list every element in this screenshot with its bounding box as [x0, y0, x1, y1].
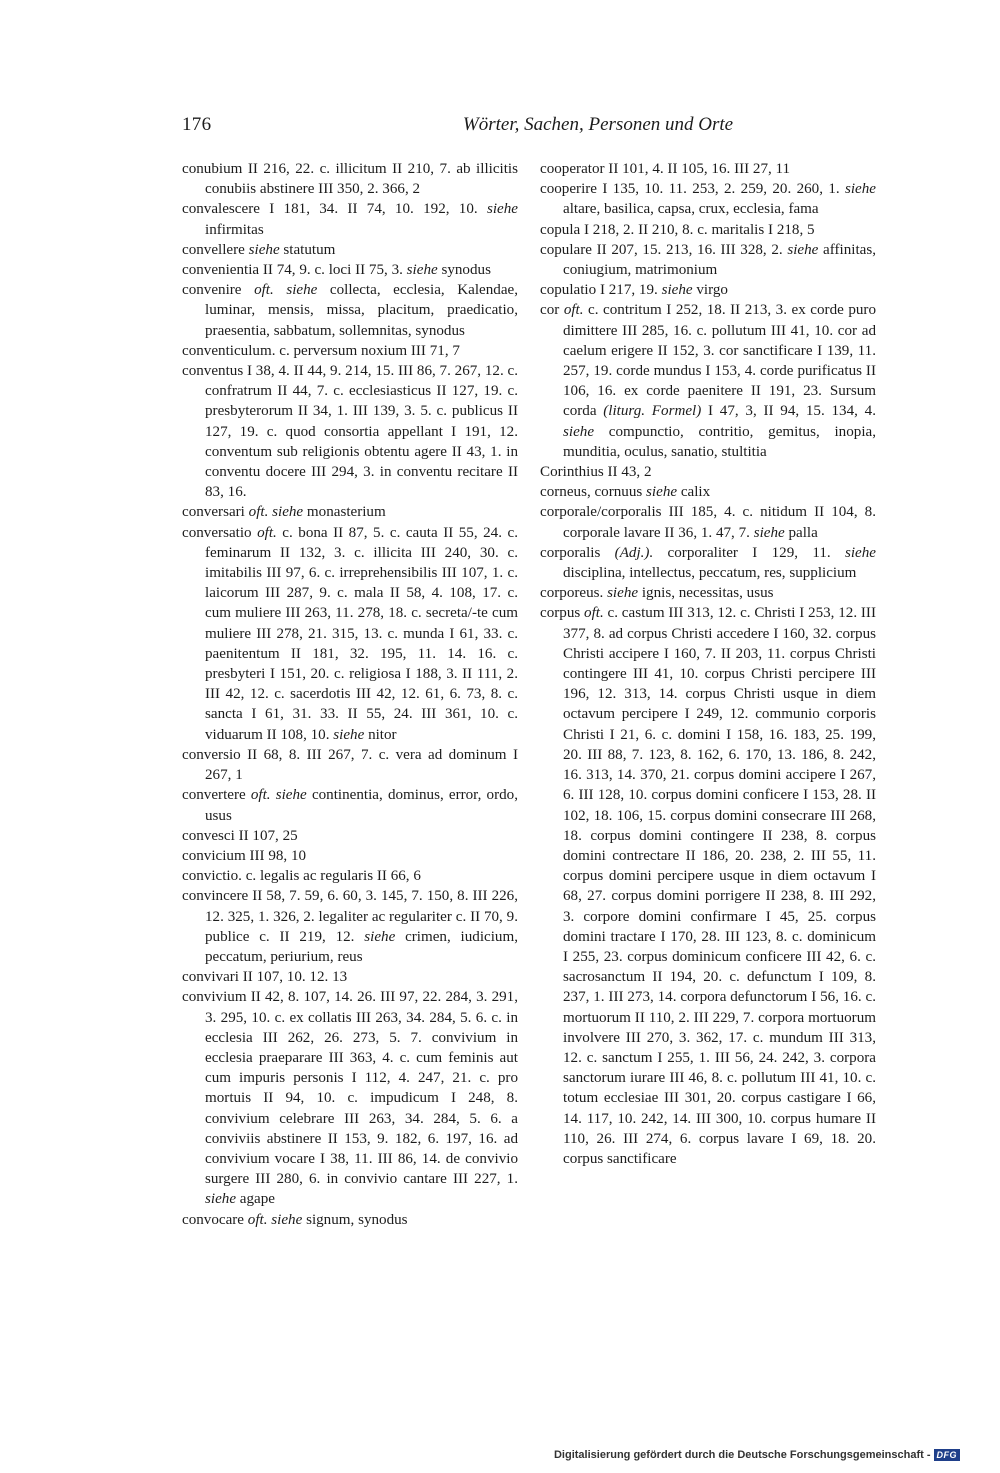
index-entry — [540, 583, 876, 603]
text-segment: copula I 218, 2. II 210, 8. c. maritalis I 218, 5 — [540, 221, 815, 238]
text-segment: synodus — [437, 262, 491, 279]
text-segment: corporalis — [540, 544, 615, 561]
index-entry — [540, 603, 876, 1169]
italic-segment: oft. siehe — [250, 787, 307, 804]
index-entry — [182, 361, 518, 502]
text-segment: virgo — [692, 282, 728, 299]
index-entry — [182, 886, 518, 967]
italic-segment: siehe — [661, 282, 693, 299]
text-segment: conversari — [182, 504, 249, 521]
italic-segment: siehe — [333, 726, 365, 743]
italic-segment: siehe — [486, 201, 518, 218]
italic-segment: (liturg. Formel) — [603, 403, 702, 420]
index-entry — [182, 987, 518, 1209]
index-entry — [540, 300, 876, 462]
italic-segment: siehe — [646, 484, 678, 501]
text-segment: compunctio, contritio, gemitus, inopia, munditia, oculus, sanatio, stultitia — [563, 423, 876, 460]
text-segment: convalescere I 181, 34. II 74, 10. 192, 10. — [182, 201, 487, 218]
italic-segment: siehe — [844, 181, 876, 198]
text-segment: conventus I 38, 4. II 44, 9. 214, 15. III 86, 7. 267, 12. c. confratrum II 44, 7. c. ecclesiasticus II 127, 19. c. presbyterorum II 34, 1. III 139, 3. 5. c. publicus II 127, 19. c. quod consortia appellant I 191, 12. conventum sub religionis obtentu agere II 43, 1. in conventu docere III 294, 3. in conventu recitare II 83, 16. — [182, 363, 518, 501]
index-column-right — [540, 159, 876, 1169]
text-segment: convenientia II 74, 9. c. loci II 75, 3. — [182, 262, 407, 279]
text-segment: conventiculum. c. perversum noxium III 71, 7 — [182, 342, 460, 359]
dfg-logo: DFG — [934, 1449, 961, 1461]
index-column-left — [182, 159, 518, 1230]
text-segment: corneus, cornuus — [540, 484, 647, 501]
index-entry — [182, 240, 518, 260]
text-segment: palla — [784, 524, 818, 541]
text-segment: collecta, ecclesia, Kalendae, luminar, mensis, missa, placitum, praedicatio, praesentia, sabbatum, sollemnitas, synodus — [205, 282, 518, 339]
text-segment: altare, basilica, capsa, crux, ecclesia, fama — [563, 201, 819, 218]
text-segment: conversatio — [182, 524, 258, 541]
text-segment: agape — [236, 1191, 275, 1208]
text-segment: calix — [677, 484, 711, 501]
text-segment: convicium III 98, 10 — [182, 847, 307, 864]
index-entry — [540, 220, 876, 240]
index-entry — [182, 785, 518, 825]
index-entry — [182, 341, 518, 361]
index-entry — [540, 159, 876, 179]
italic-segment: siehe — [406, 262, 438, 279]
text-segment: c. castum III 313, 12. c. Christi I 253, 12. III 377, 8. ad corpus Christi accedere I 160, 32. corpus Christi accipere I 160, 7. II 203, 11. corpus Christi contingere III 41, 10. corpus Christi percipere III 196, 12. 313, 14. corpus Christi usque in diem octavum percipere I 249, 12. communio corporis Christi I 21, 6. c. domini I 158, 16. 183, 25. 199, 20. III 88, 7. 123, 8. 162, 6. 170, 13. 186, 8. 242, 16. 313, 14. 370, 21. corpus domini accipere I 267, 6. III 128, 10. corpus domini conficere I 153, 28. II 102, 18. 106, 15. corpus domini consecrare III 268, 18. corpus domini contingere II 238, 8. corpus domini contrectare II 186, 20. 238, 2. III 55, 11. corpus domini percipere usque in diem octavum I 68, 27. corpus domini porrigere II 238, 8. III 292, 3. corpore domini confirmare I 45, 25. corpus domini tractare I 170, 28. III 123, 8. c. dominicum I 255, 23. corpus dominicum conficere III 42, 6. c. sacrosanctum II 194, 20. c. defunctum I 109, 8. 237, 1. III 273, 14. corpora defunctorum I 56, 16. c. mortuorum II 110, 2. III 229, 7. corpora mortuorum involvere III 270, 3. 362, 17. c. mundum III 313, 12. c. sanctum I 255, 1. III 56, 24. 242, 3. corpora sanctorum iurare III 46, 8. c. pollutum III 41, 10. c. totum ecclesiae III 301, 20. corpus castigare I 66, 14. 117, 10. 242, 14. III 300, 10. corpus humare II 110, 26. III 274, 6. corpus lavare I 69, 18. 20. corpus sanctificare — [563, 605, 876, 1167]
text-segment: convincere II 58, 7. 59, 6. 60, 3. 145, 7. 150, 8. III 226, 12. 325, 1. 326, 2. legaliter ac regulariter c. II 70, 9. publice c. II 219, 12. — [182, 888, 518, 945]
page-number: 176 — [182, 114, 212, 135]
italic-segment: oft. — [584, 605, 604, 622]
text-segment: convertere — [182, 787, 251, 804]
text-segment: infirmitas — [205, 221, 264, 238]
text-segment: convictio. c. legalis ac regularis II 66, 6 — [182, 868, 421, 885]
italic-segment: siehe — [205, 1191, 237, 1208]
index-entry — [182, 502, 518, 522]
italic-segment: siehe — [844, 544, 876, 561]
index-entry — [540, 502, 876, 542]
index-entry — [182, 199, 518, 239]
index-entry — [540, 543, 876, 583]
index-entry — [182, 846, 518, 866]
text-segment: crimen, iudicium, peccatum, periurium, reus — [205, 928, 518, 965]
text-segment: c. bona II 87, 5. c. cauta II 55, 24. c. feminarum II 132, 3. c. illicita III 240, 30. c. imitabilis III 97, 6. c. irreprehensibilis III 107, 1. c. laicorum III 287, 9. c. mala II 58, 4. 108, 17. c. cum muliere III 263, 11. 278, 18. c. secreta/-te cum muliere III 278, 21. 315, 13. c. munda I 61, 33. c. paenitentum II 181, 32. 195, 11. 14. 16. c. presbyteri I 151, 20. c. religiosa I 188, 3. II 111, 2. III 42, 12. c. sacerdotis III 42, 12. 61, 6. 73, 8. c. sancta I 61, 31. 33. II 55, 24. III 361, 10. c. viduarum II 108, 10. — [205, 524, 518, 743]
footer-credit — [554, 1449, 960, 1461]
running-title: Wörter, Sachen, Personen und Orte — [462, 114, 734, 135]
text-segment: nitor — [364, 726, 397, 743]
index-entry — [182, 523, 518, 745]
text-segment: disciplina, intellectus, peccatum, res, supplicium — [563, 565, 857, 582]
text-segment: conubium II 216, 22. c. illicitum II 210, 7. ab illicitis conubiis abstinere III 350, 2. 366, 2 — [182, 161, 518, 198]
index-entry — [182, 1210, 518, 1230]
italic-segment: siehe — [563, 423, 595, 440]
index-entry — [540, 462, 876, 482]
index-entry — [182, 159, 518, 199]
text-segment: cor — [540, 302, 564, 319]
index-entry — [540, 482, 876, 502]
italic-segment: oft. — [257, 524, 277, 541]
italic-segment: siehe — [607, 585, 639, 602]
text-segment: I 47, 3, II 94, 15. 134, 4. — [701, 403, 876, 420]
text-segment: signum, synodus — [302, 1211, 408, 1228]
text-segment: convellere — [182, 241, 249, 258]
index-entry — [182, 826, 518, 846]
text-segment: Corinthius II 43, 2 — [540, 464, 652, 481]
italic-segment: oft. siehe — [254, 282, 318, 299]
text-segment: convivium II 42, 8. 107, 14. 26. III 97, 22. 284, 3. 291, 3. 295, 10. c. ex collatis III 263, 34. 284, 5. 6. c. in ecclesia III 262, 26. 273, 5. 7. convivium in ecclesia praeparare III 363, 4. c. cum feminis aut cum impuris personis I 112, 4. 247, 21. c. pro mortuis II 94, 10. c. impudicum I 248, 8. convivium celebrare III 263, 34. 284, 5. 6. a conviviis abstinere II 153, 9. 182, 6. 197, 16. ad convivium vocare I 38, 11. III 86, 14. de convivio surgere III 280, 6. in convivio cantare III 227, 1. — [182, 989, 518, 1188]
footer-credit-text: Digitalisierung gefördert durch die Deutsche Forschungsgemeinschaft - — [553, 1449, 931, 1461]
text-segment: corporeus. — [540, 585, 608, 602]
text-segment: conversio II 68, 8. III 267, 7. c. vera ad dominum I 267, 1 — [182, 746, 518, 784]
text-segment: c. contritum I 252, 18. II 213, 3. ex corde puro dimittere III 285, 16. c. pollutum III 41, 10. cor ad caelum erigere II 152, 3. cor sanctificare I 139, 11. 257, 19. corde mundus I 153, 4. corde purificatus II 106, 16. ex corde paenitere II 191, 23. Sursum corda — [563, 302, 877, 420]
italic-segment: (Adj.). — [614, 544, 654, 561]
text-segment: copulare II 207, 15. 213, 16. III 328, 2. — [540, 241, 788, 258]
index-entry — [540, 240, 876, 280]
text-segment: corporaliter I 129, 11. — [653, 544, 845, 561]
italic-segment: siehe — [248, 241, 280, 258]
text-segment: ignis, necessitas, usus — [638, 585, 774, 602]
text-segment: cooperire I 135, 10. 11. 253, 2. 259, 20. 260, 1. — [540, 181, 845, 198]
index-entry — [182, 866, 518, 886]
text-segment: affinitas, coniugium, matrimonium — [563, 241, 876, 279]
index-entry — [540, 280, 876, 300]
text-segment: convenire — [182, 282, 255, 299]
text-segment: copulatio I 217, 19. — [540, 282, 662, 299]
italic-segment: siehe — [753, 524, 785, 541]
index-entry — [182, 967, 518, 987]
italic-segment: siehe — [787, 241, 819, 258]
text-segment: corporale/corporalis III 185, 4. c. nitidum II 104, 8. corporale lavare II 36, 1. 47, 7. — [540, 504, 876, 541]
index-entry — [182, 745, 518, 785]
italic-segment: oft. — [563, 302, 584, 319]
text-segment: corpus — [540, 605, 585, 622]
text-segment: convesci II 107, 25 — [182, 827, 298, 844]
index-entry — [182, 260, 518, 280]
text-segment: convocare — [182, 1211, 248, 1228]
italic-segment: oft. siehe — [247, 1211, 303, 1228]
index-entry — [540, 179, 876, 219]
text-segment: statutum — [279, 241, 336, 258]
text-segment: monasterium — [303, 504, 386, 521]
index-entry — [182, 280, 518, 341]
text-segment: cooperator II 101, 4. II 105, 16. III 27, 11 — [540, 161, 791, 177]
italic-segment: oft. siehe — [248, 504, 304, 521]
text-segment: continentia, dominus, error, ordo, usus — [205, 787, 518, 824]
text-segment: convivari II 107, 10. 12. 13 — [182, 969, 348, 986]
italic-segment: siehe — [364, 928, 396, 945]
